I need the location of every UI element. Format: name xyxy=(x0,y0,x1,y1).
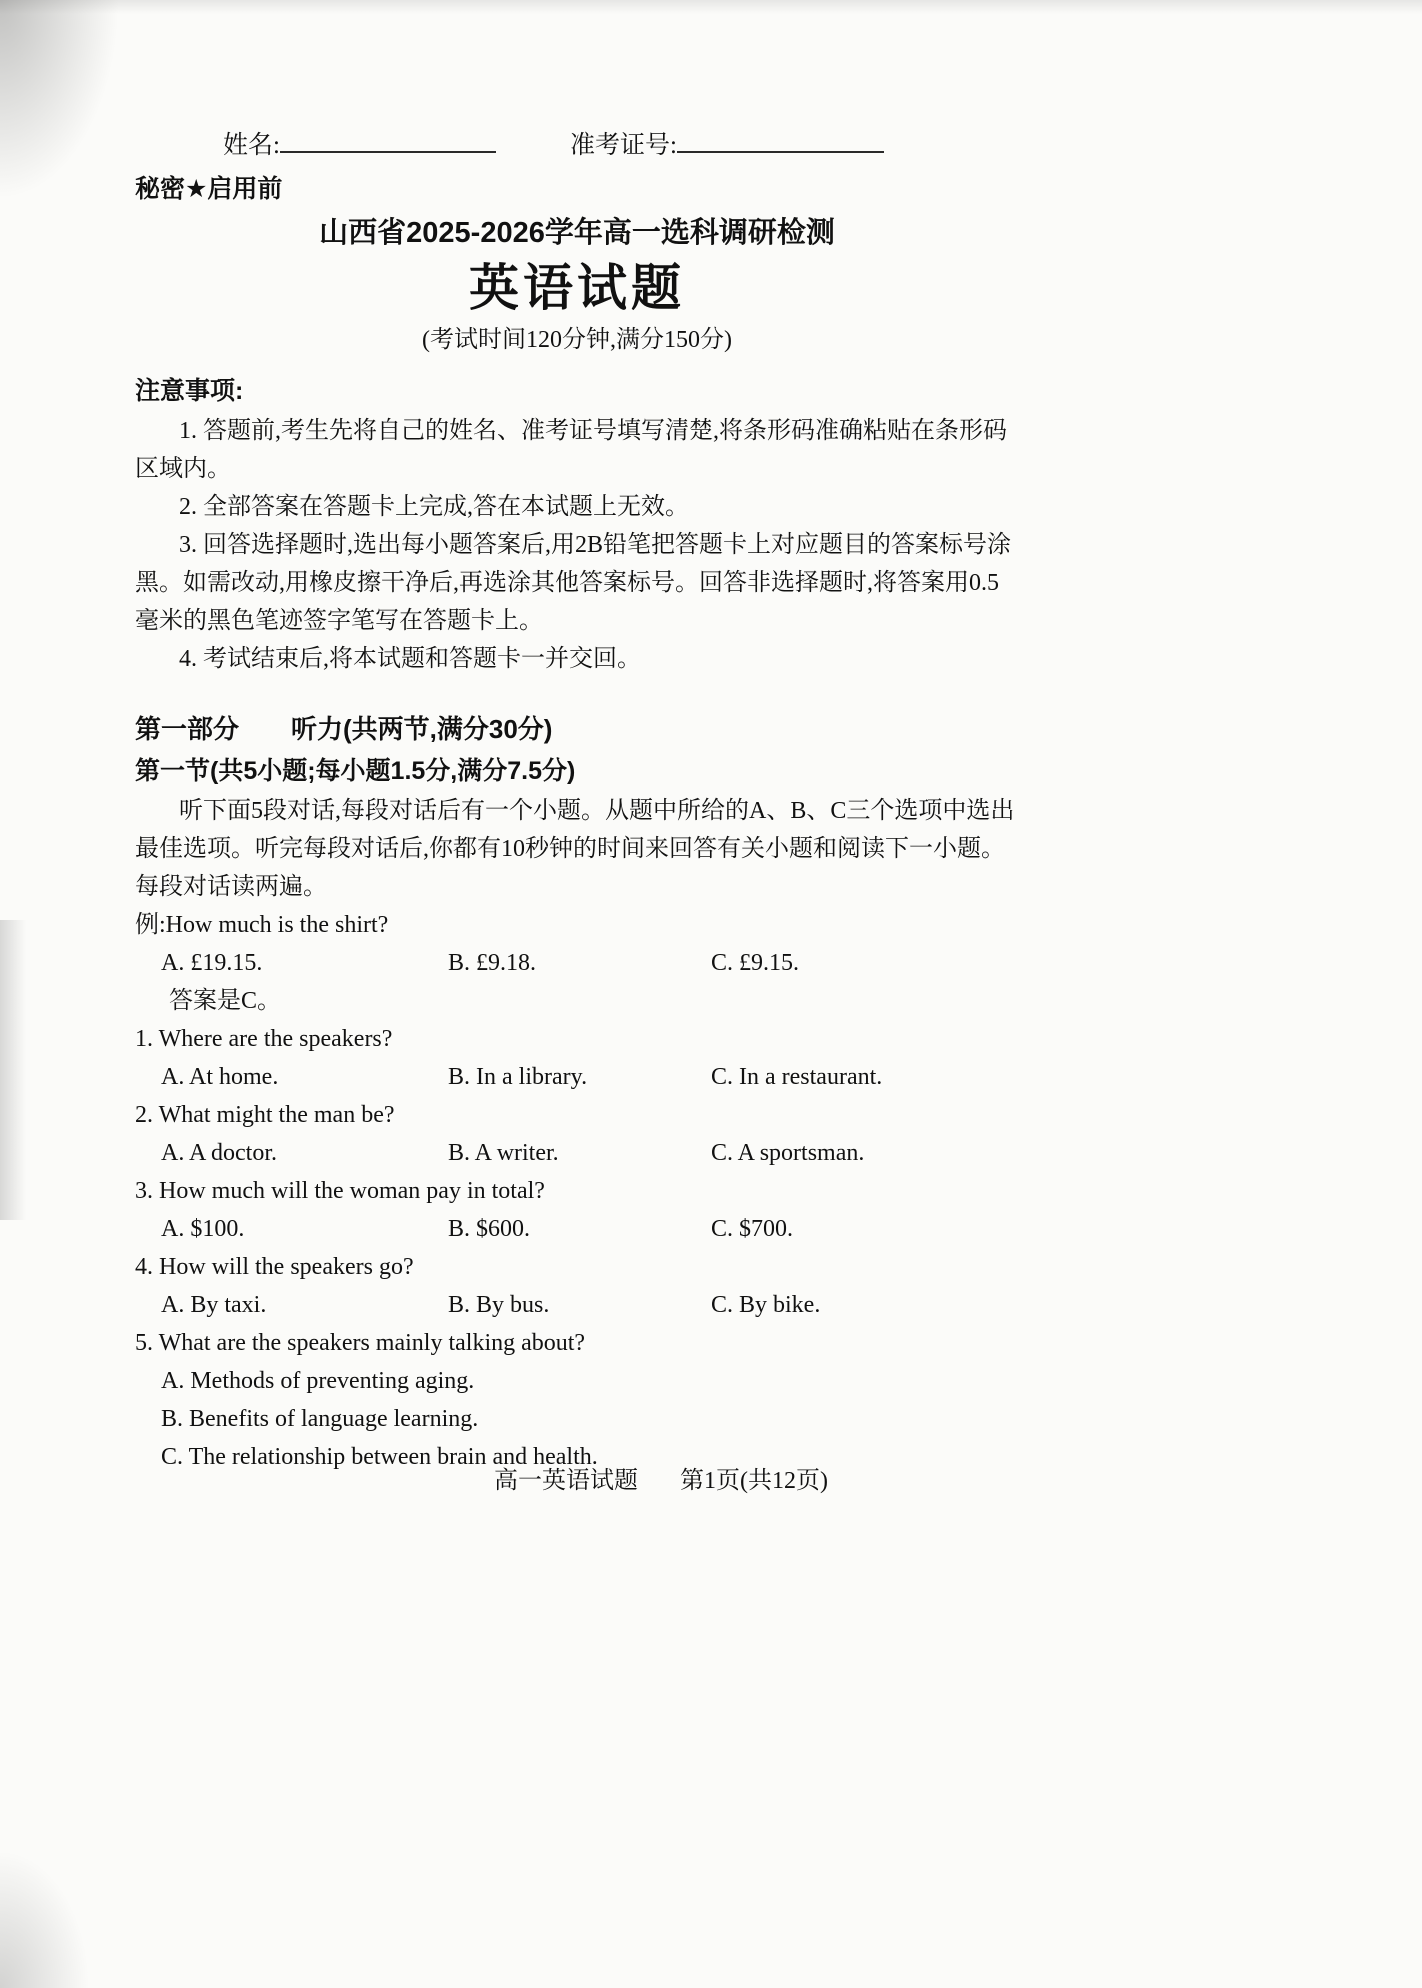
option-b: B. Benefits of language learning. xyxy=(161,1406,479,1432)
option-c: C. $700. xyxy=(711,1216,794,1242)
exam-no-blank-line xyxy=(677,129,884,153)
scan-edge-shadow xyxy=(0,0,1422,14)
scan-corner-smudge xyxy=(0,0,120,200)
question-text: Where are the speakers? xyxy=(158,1026,393,1052)
question-4-options xyxy=(135,1286,1019,1324)
question-text: How will the speakers go? xyxy=(159,1254,414,1280)
option-b: B. By bus. xyxy=(448,1292,550,1318)
footer-text xyxy=(494,1468,828,1494)
section1-instructions: 听下面5段对话,每段对话后有一个小题。从题中所给的A、B、C三个选项中选出最佳选项。听完每段对话后,你都有10秒钟的时间来回答有关小题和阅读下一小题。每段对话读两遍。 xyxy=(135,798,1015,900)
question-number: 5. xyxy=(135,1330,153,1356)
name-label: 姓名: xyxy=(223,132,280,159)
option-c: C. In a restaurant. xyxy=(711,1064,883,1090)
question-2-options xyxy=(135,1134,1019,1172)
notice-item-4: 4. 考试结束后,将本试题和答题卡一并交回。 xyxy=(179,646,641,672)
question-number: 3. xyxy=(135,1178,153,1204)
page-footer xyxy=(135,1462,1019,1500)
question-number: 1. xyxy=(135,1026,153,1052)
example-options xyxy=(135,944,1019,982)
scan-edge-smudge xyxy=(0,920,26,1220)
option-a: A. $100. xyxy=(161,1216,245,1242)
option-a: A. At home. xyxy=(161,1064,279,1090)
candidate-info-row xyxy=(223,126,1019,166)
example-option-a: A. £19.15. xyxy=(161,950,263,976)
option-a: A. A doctor. xyxy=(161,1140,278,1166)
secrecy-notice: 秘密★启用前 xyxy=(135,175,283,203)
notice-heading: 注意事项: xyxy=(135,377,244,405)
option-a: A. Methods of preventing aging. xyxy=(161,1368,475,1394)
question-number: 4. xyxy=(135,1254,153,1280)
notice-item-3: 3. 回答选择题时,选出每小题答案后,用2B铅笔把答题卡上对应题目的答案标号涂黑。如需改动,用橡皮擦干净后,再选涂其他答案标号。回答非选择题时,将答案用0.5毫米的黑色笔迹签字笔写在答题卡上。 xyxy=(135,532,1012,634)
example-option-c: C. £9.15. xyxy=(711,950,800,976)
question-3-options xyxy=(135,1210,1019,1248)
footer-page-number: 第1页(共12页) xyxy=(680,1468,828,1494)
option-c: C. By bike. xyxy=(711,1292,821,1318)
exam-no-label: 准考证号: xyxy=(569,132,677,159)
question-5-options xyxy=(135,1362,1019,1476)
question-1-options xyxy=(135,1058,1019,1096)
option-b: B. $600. xyxy=(448,1216,531,1242)
notice-item-2: 2. 全部答案在答题卡上完成,答在本试题上无效。 xyxy=(179,494,689,520)
question-2 xyxy=(135,1096,1019,1134)
question-text: What are the speakers mainly talking about? xyxy=(158,1330,586,1356)
example-question: 例:How much is the shirt? xyxy=(135,912,389,938)
option-a: A. By taxi. xyxy=(161,1292,267,1318)
question-3 xyxy=(135,1172,1019,1210)
option-b: B. In a library. xyxy=(448,1064,588,1090)
question-4 xyxy=(135,1248,1019,1286)
question-text: How much will the woman pay in total? xyxy=(159,1178,545,1204)
option-c: C. The relationship between brain and health. xyxy=(161,1444,598,1470)
scan-corner-smudge-bottom xyxy=(0,1850,90,1988)
option-c: C. A sportsman. xyxy=(711,1140,865,1166)
question-5 xyxy=(135,1324,1019,1362)
question-text: What might the man be? xyxy=(158,1102,395,1128)
question-1 xyxy=(135,1020,1019,1058)
exam-duration-info: (考试时间120分钟,满分150分) xyxy=(422,327,732,353)
option-b: B. A writer. xyxy=(448,1140,559,1166)
name-blank-line xyxy=(280,129,496,153)
example-answer: 答案是C。 xyxy=(169,988,282,1014)
example-option-b: B. £9.18. xyxy=(448,950,537,976)
notice-item-1: 1. 答题前,考生先将自己的姓名、准考证号填写清楚,将条形码准确粘贴在条形码区域内。 xyxy=(135,418,1007,482)
section1-heading: 第一节(共5小题;每小题1.5分,满分7.5分) xyxy=(135,757,576,785)
footer-doc-label: 高一英语试题 xyxy=(494,1468,638,1494)
exam-title: 英语试题 xyxy=(469,260,685,316)
question-number: 2. xyxy=(135,1102,153,1128)
part1-heading: 第一部分 听力(共两节,满分30分) xyxy=(135,714,553,744)
exam-subtitle: 山西省2025-2026学年高一选科调研检测 xyxy=(319,217,835,249)
